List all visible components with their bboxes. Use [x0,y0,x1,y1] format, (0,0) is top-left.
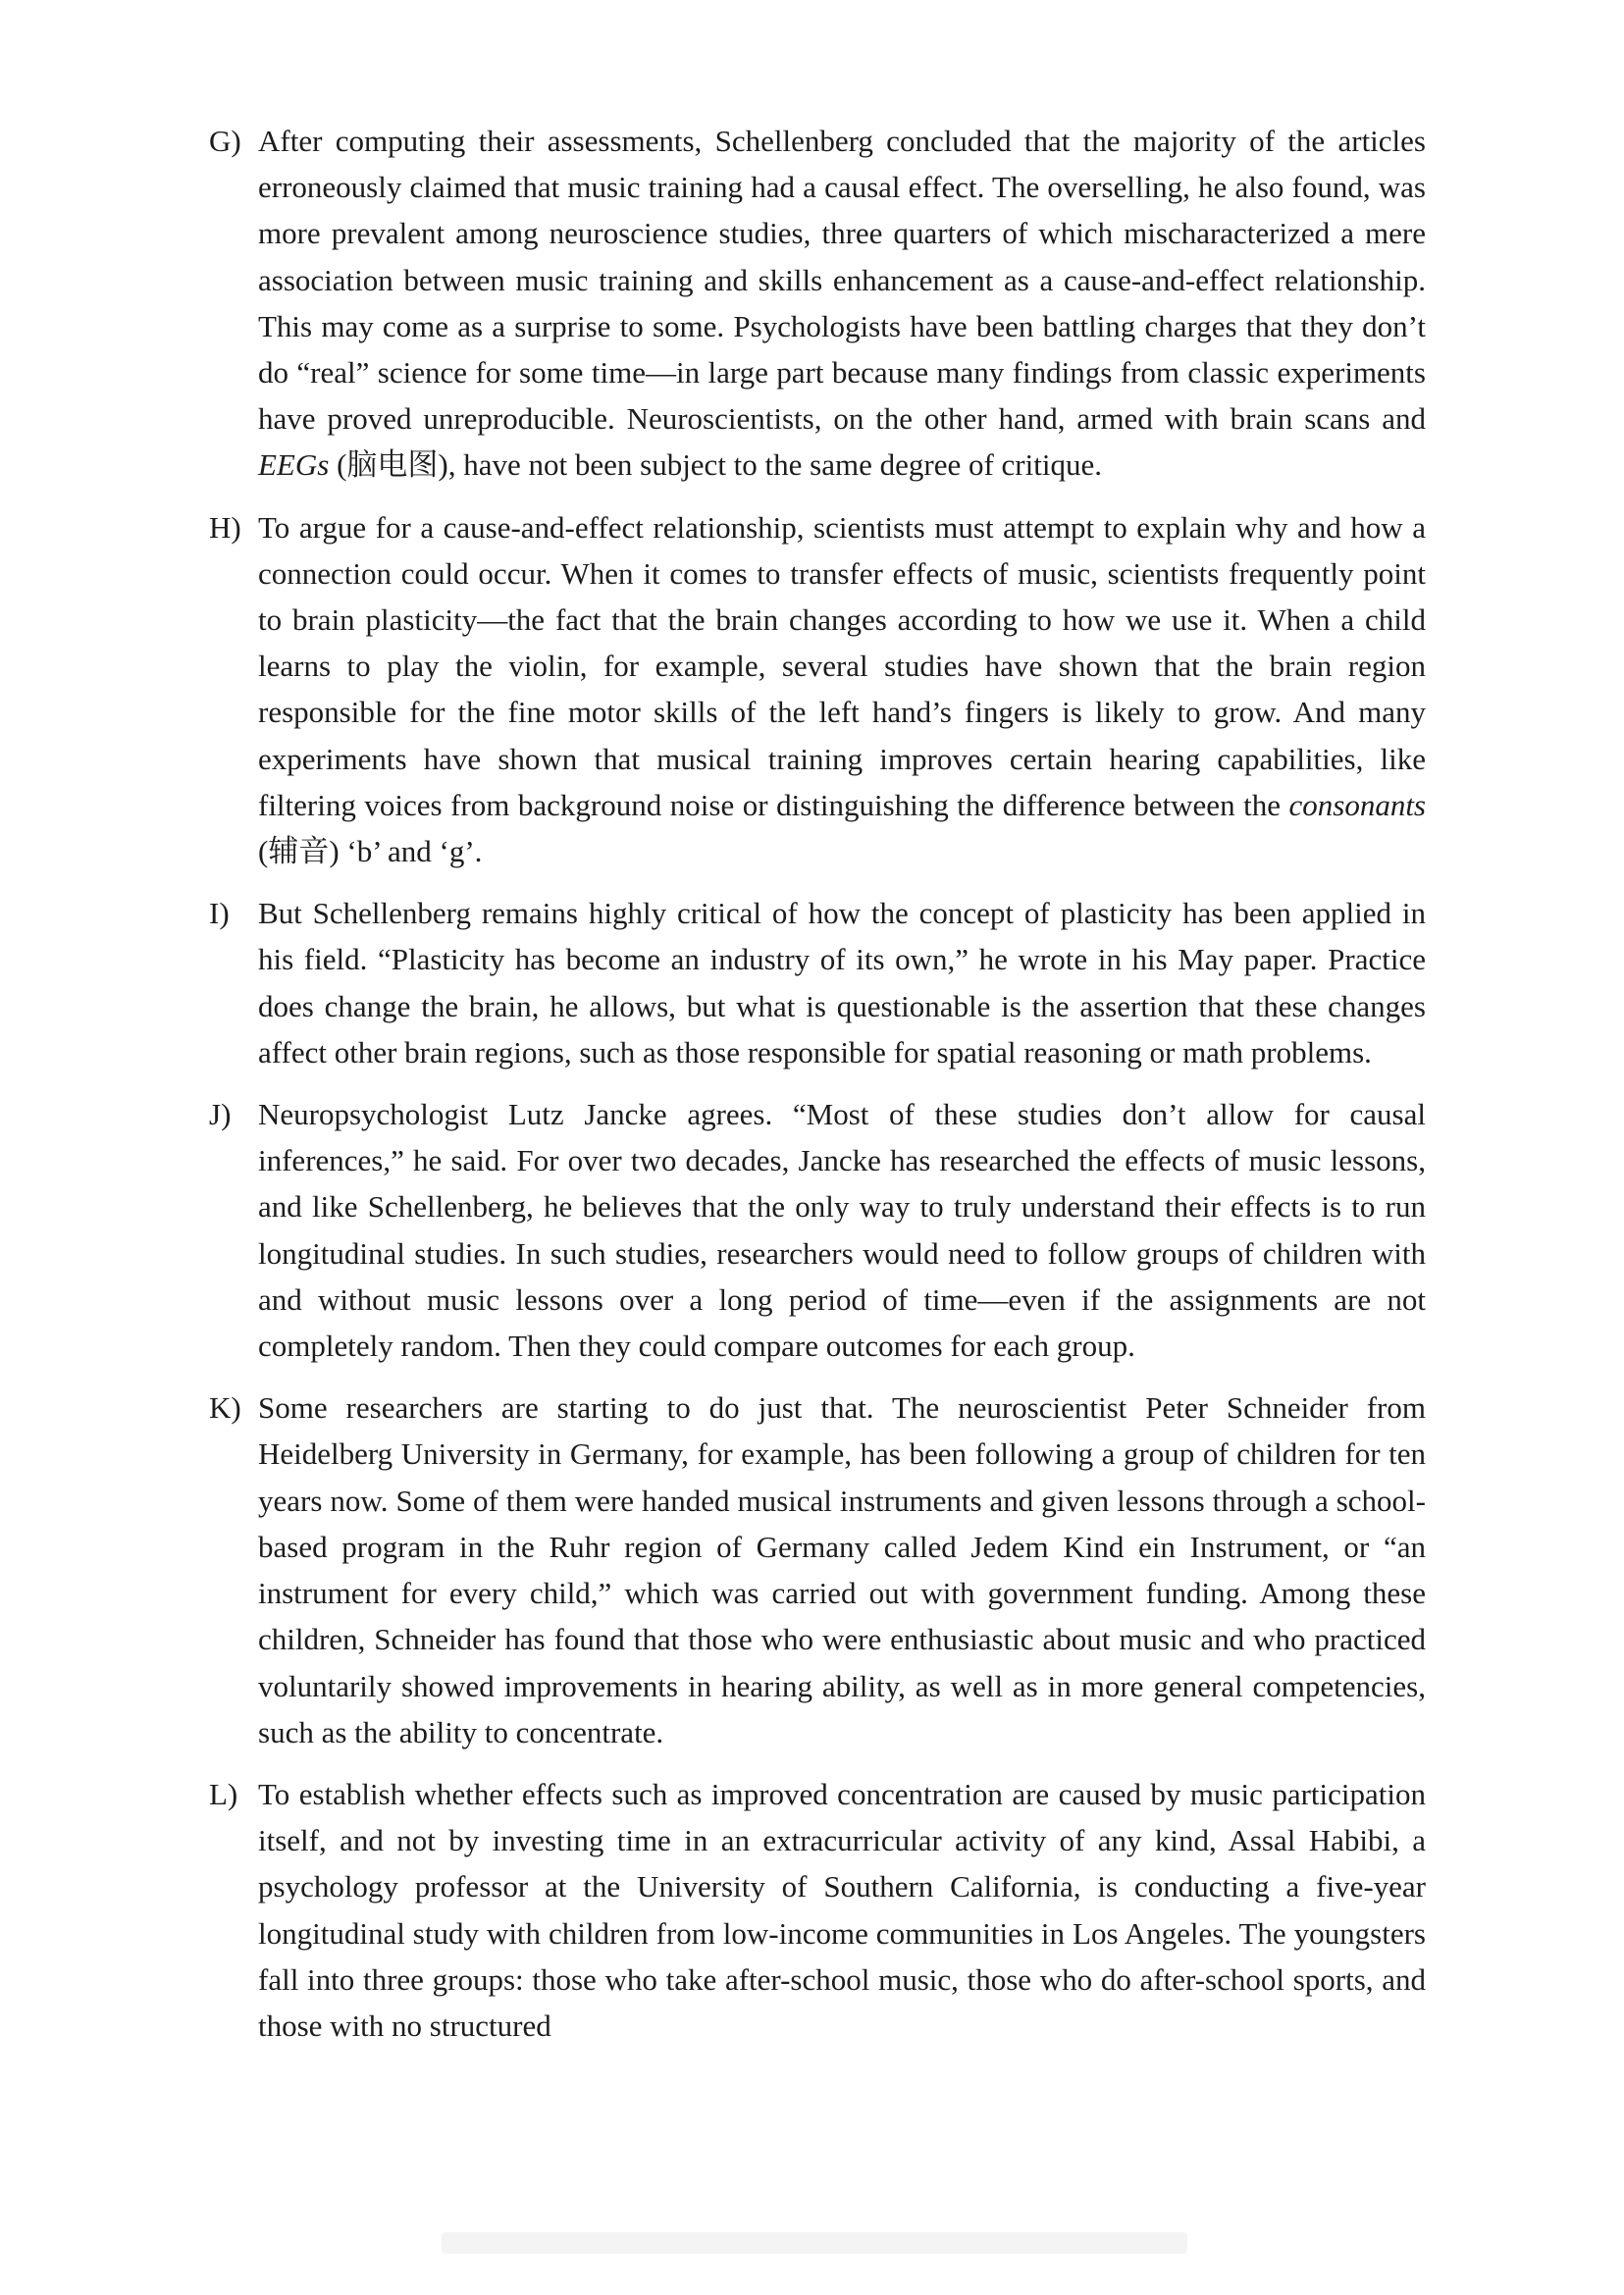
text-segment: (脑电图), have not been subject to the same degree of critique. [329,447,1102,483]
paragraph-label: I) [209,896,230,931]
paragraph-k [209,1384,1426,1755]
paragraph-label: J) [209,1097,232,1132]
paragraph-j [209,1091,1426,1369]
paragraph-i [209,890,1426,1075]
italic-term: EEGs [258,447,330,483]
text-segment: (辅音) ‘b’ and ‘g’. [258,834,483,869]
italic-term: consonants [1288,787,1426,822]
text-segment: Neuropsychologist Lutz Jancke agrees. “Most of these studies don’t allow for causal inferences,” he said. For over two decades, Jancke has researched the effects of music lessons, and like Schellenberg, he believes that the only way to truly understand their effects is to run longitudinal studies. In such studies, researchers would need to follow groups of children with and without music lessons over a long period of time—even if the assignments are not completely random. Then they could compare outcomes for each group. [258,1097,1426,1364]
paragraph-l [209,1771,1426,2049]
paragraph-label: H) [209,509,241,545]
text-segment: But Schellenberg remains highly critical of how the concept of plasticity has been applied in his field. “Plasticity has become an industry of its own,” he wrote in his May paper. Practice does change the brain, he allows, but what is questionable is the assertion that these changes affect other brain regions, such as those responsible for spatial reasoning or math problems. [258,896,1426,1069]
paragraph-text [258,1771,1426,2049]
paragraph-text [258,504,1426,875]
text-segment: To argue for a cause-and-effect relationship, scientists must attempt to explain why and how a connection could occur. When it comes to transfer effects of music, scientists frequently point to brain plasticity—the fact that the brain changes according to how we use it. When a child learns to play the violin, for example, several studies have shown that the brain region responsible for the fine motor skills of the left hand’s fingers is likely to grow. And many experiments have shown that musical training improves certain hearing capabilities, like filtering voices from background noise or distinguishing the difference between the [258,509,1426,822]
paragraph-text [258,890,1426,1075]
paragraph-text [258,1384,1426,1755]
paragraph-label: L) [209,1776,238,1811]
text-segment: Some researchers are starting to do just that. The neuroscientist Peter Schneider from Heidelberg University in Germany, for example, has been following a group of children for ten years now. Some of them were handed musical instruments and given lessons through a school-based program in the Ruhr region of Germany called Jedem Kind ein Instrument, or “an instrument for every child,” which was carried out with government funding. Among these children, Schneider has found that those who were enthusiastic about music and who practiced voluntarily showed improvements in hearing ability, as well as in more general competencies, such as the ability to concentrate. [258,1390,1426,1749]
paragraph-g [209,118,1426,489]
text-segment: After computing their assessments, Schellenberg concluded that the majority of the articles erroneously claimed that music training had a causal effect. The overselling, he also found, was more prevalent among neuroscience studies, three quarters of which mischaracterized a mere association between music training and skills enhancement as a cause-and-effect relationship. This may come as a surprise to some. Psychologists have been battling charges that they don’t do “real” science for some time—in large part because many findings from classic experiments have proved unreproducible. Neuroscientists, on the other hand, armed with brain scans and [258,124,1426,437]
document-page [209,118,1426,2064]
paragraph-label: G) [209,124,241,158]
paragraph-h [209,504,1426,875]
paragraph-label: K) [209,1390,241,1426]
paragraph-text [258,118,1426,489]
paragraph-text [258,1091,1426,1369]
text-segment: To establish whether effects such as improved concentration are caused by music participation itself, and not by investing time in an extracurricular activity of any kind, Assal Habibi, a psychology professor at the University of Southern California, is conducting a five-year longitudinal study with children from low-income communities in Los Angeles. The youngsters fall into three groups: those who take after-school music, those who do after-school sports, and those with no structured [258,1776,1426,2043]
faint-footer-mark [442,2232,1187,2254]
